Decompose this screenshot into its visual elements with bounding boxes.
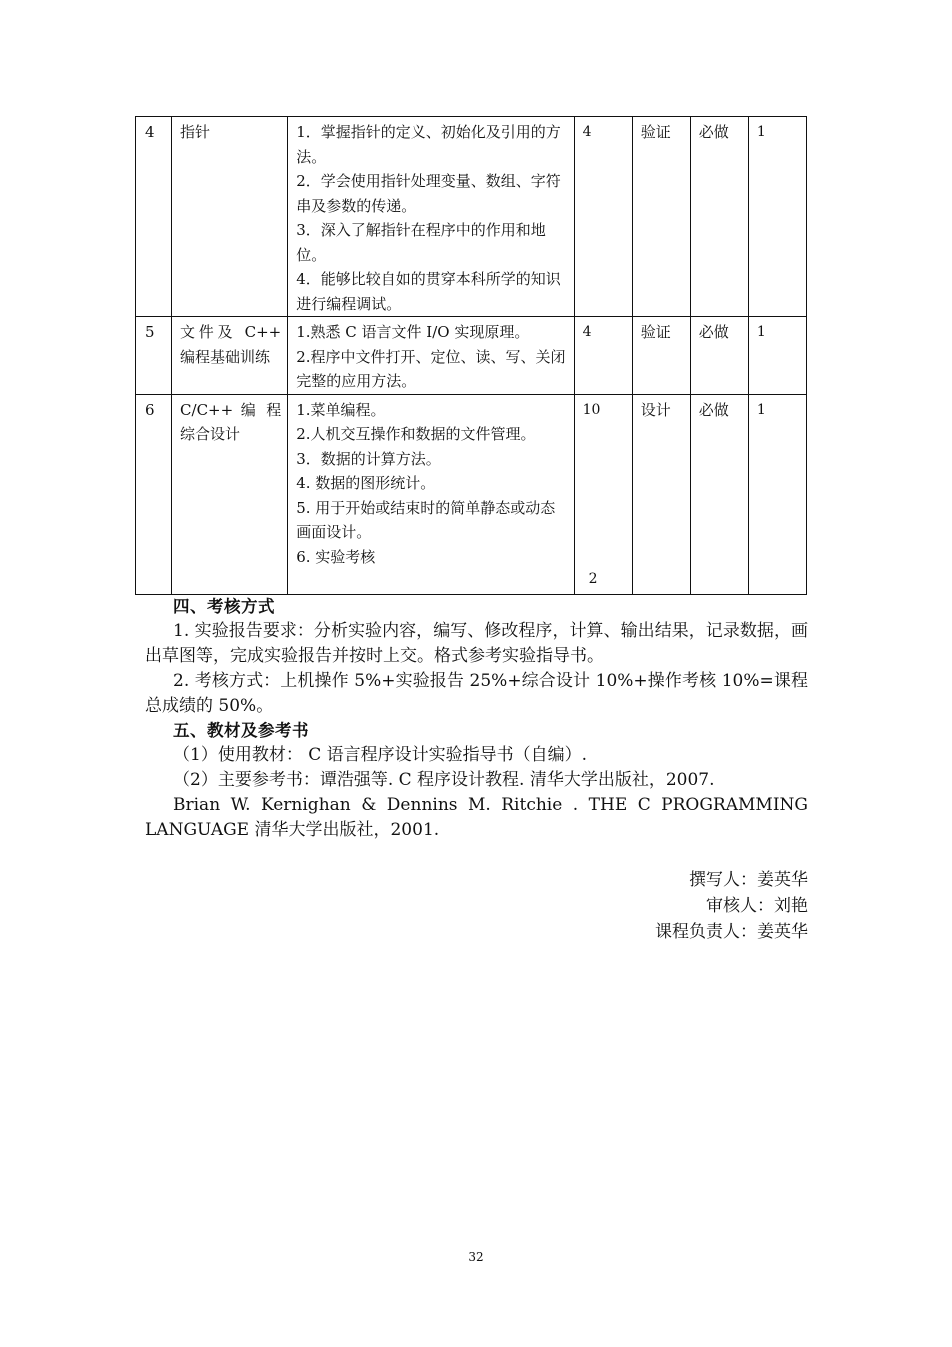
requirement-line: 3．深入了解指针在程序中的作用和地位。 [296,221,546,264]
experiment-name-cell: C/C++ 编 程综合设计 [172,394,288,594]
section-heading: 四、考核方式 [173,597,275,616]
requirement-line: 3．数据的计算方法。 [296,449,441,468]
requirements-cell [288,394,574,594]
paragraph: 2. 考核方式：上机操作 5%+实验报告 25%+综合设计 10%+操作考核 10%=课程总成绩的 50%。 [145,671,808,716]
requirement-line: 1.菜单编程。 [296,400,386,419]
type-cell: 设计 [632,394,690,594]
hours-cell [574,394,632,594]
requirement-line: 1．掌握指针的定义、初始化及引用的方法。 [296,123,561,166]
paragraph: 1. 实验报告要求：分析实验内容，编写、修改程序，计算、输出结果，记录数据，画出草图等，完成实验报告并按时上交。格式参考实验指导书。 [145,621,808,666]
course-owner-signature: 课程负责人：姜英华 [655,922,808,942]
hours-cell: 4 [574,117,632,317]
reference-item: （2）主要参考书：谭浩强等. C 程序设计教程. 清华大学出版社，2007. [173,770,715,790]
table-row [136,117,807,317]
requirement-line: 2．学会使用指针处理变量、数组、字符串及参数的传递。 [296,172,561,215]
required-cell: 必做 [690,317,748,395]
requirement-line: 4．能够比较自如的贯穿本科所学的知识进行编程调试。 [296,270,561,313]
reviewer-signature: 审核人：刘艳 [706,896,808,916]
group-cell: 1 [748,394,806,594]
signature-block [655,867,808,945]
type-cell: 验证 [632,317,690,395]
hours-cell: 4 [574,317,632,395]
section-heading: 五、教材及参考书 [173,721,309,740]
reference-item: Brian W. Kernighan & Dennins M. Ritchie . THE C PROGRAMMING LANGUAGE 清华大学出版社，2001. [145,795,808,840]
table-row [136,394,807,594]
row-number-cell: 6 [136,394,172,594]
group-cell: 1 [748,117,806,317]
row-number-cell: 4 [136,117,172,317]
requirement-line: 4. 数据的图形统计。 [296,474,436,492]
required-cell: 必做 [690,117,748,317]
required-cell: 必做 [690,394,748,594]
requirement-line: 6. 实验考核 [296,547,376,566]
experiment-name-cell: 指针 [172,117,288,317]
table-row [136,317,807,395]
hours-extra-value: 2 [588,571,598,587]
page-number: 32 [468,1250,484,1264]
writer-signature: 撰写人：姜英华 [689,870,808,890]
requirement-line: 5. 用于开始或结束时的简单静态或动态画面设计。 [296,498,556,541]
hours-value: 10 [582,401,601,418]
requirements-cell [288,117,574,317]
textbook-section [145,718,808,843]
reference-item: （1）使用教材： C 语言程序设计实验指导书（自编）. [173,745,588,765]
requirement-line: 2.程序中文件打开、定位、读、写、关闭完整的应用方法。 [296,347,566,390]
assessment-section [145,594,808,719]
group-cell: 1 [748,317,806,395]
requirement-line: 2.人机交互操作和数据的文件管理。 [296,425,536,443]
experiment-name-cell: 文件及 C++ 编程基础训练 [172,317,288,395]
requirements-cell [288,317,574,395]
row-number-cell: 5 [136,317,172,395]
experiment-table [135,116,807,595]
type-cell: 验证 [632,117,690,317]
requirement-line: 1.熟悉 C 语言文件 I/O 实现原理。 [296,323,530,341]
